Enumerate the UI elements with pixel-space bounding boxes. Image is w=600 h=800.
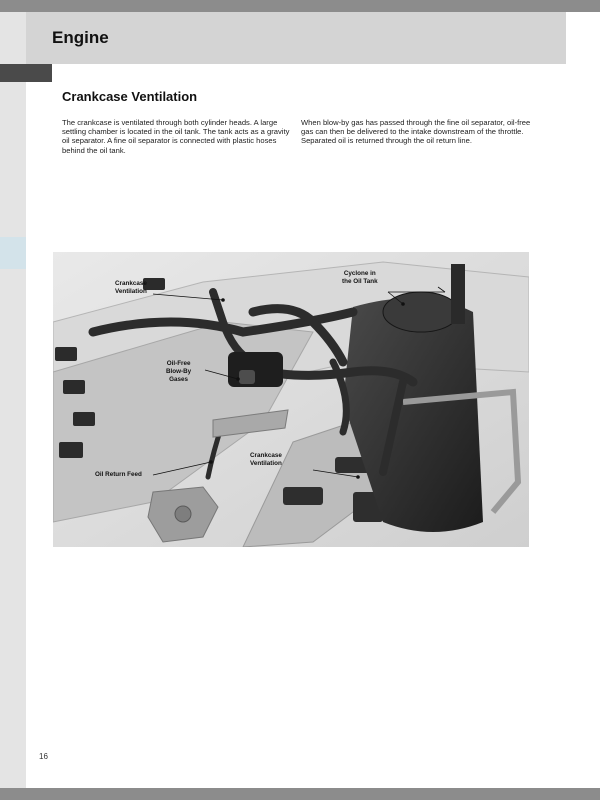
left-margin-strip — [0, 12, 26, 788]
callout-oil-free-blow-by-gases — [166, 360, 191, 384]
callout-crankcase-ventilation-bottom — [250, 452, 282, 468]
callout-crankcase-ventilation-top — [115, 280, 147, 296]
left-margin-tab-marker — [0, 237, 26, 269]
callout-cyclone-oil-tank — [342, 270, 378, 286]
callout-line: Ventilation — [115, 288, 147, 295]
body-paragraph-right: When blow-by gas has passed through the fine oil separator, oil-free gas can then be delivered to the intake downstream of the throttle. Separated oil is returned through the oil return line. — [301, 118, 531, 146]
page-number: 16 — [39, 752, 48, 761]
callout-oil-return-feed — [95, 471, 142, 479]
callout-line: Gases — [169, 376, 189, 383]
engine-illustration — [53, 252, 529, 547]
callout-line: Crankcase — [250, 452, 282, 459]
callout-line: the Oil Tank — [342, 278, 378, 285]
engine-drawing — [53, 252, 529, 547]
callout-line: Blow-By — [166, 368, 192, 375]
callout-line: Cyclone in — [343, 270, 376, 277]
callout-line: Oil-Free — [166, 360, 191, 367]
callout-line: Ventilation — [250, 460, 282, 467]
callout-line: Crankcase — [115, 280, 147, 287]
callout-line: Oil Return Feed — [95, 471, 142, 478]
section-title: Crankcase Ventilation — [62, 89, 198, 104]
header-accent-block — [0, 64, 52, 82]
chapter-title: Engine — [52, 28, 109, 47]
body-paragraph-left: The crankcase is ventilated through both cylinder heads. A large settling chamber is located in the oil tank. The tank acts as a gravity oil separator. A fine oil separator is connected with plastic hoses behind the oil tank. — [62, 118, 290, 155]
manual-page — [0, 12, 600, 788]
